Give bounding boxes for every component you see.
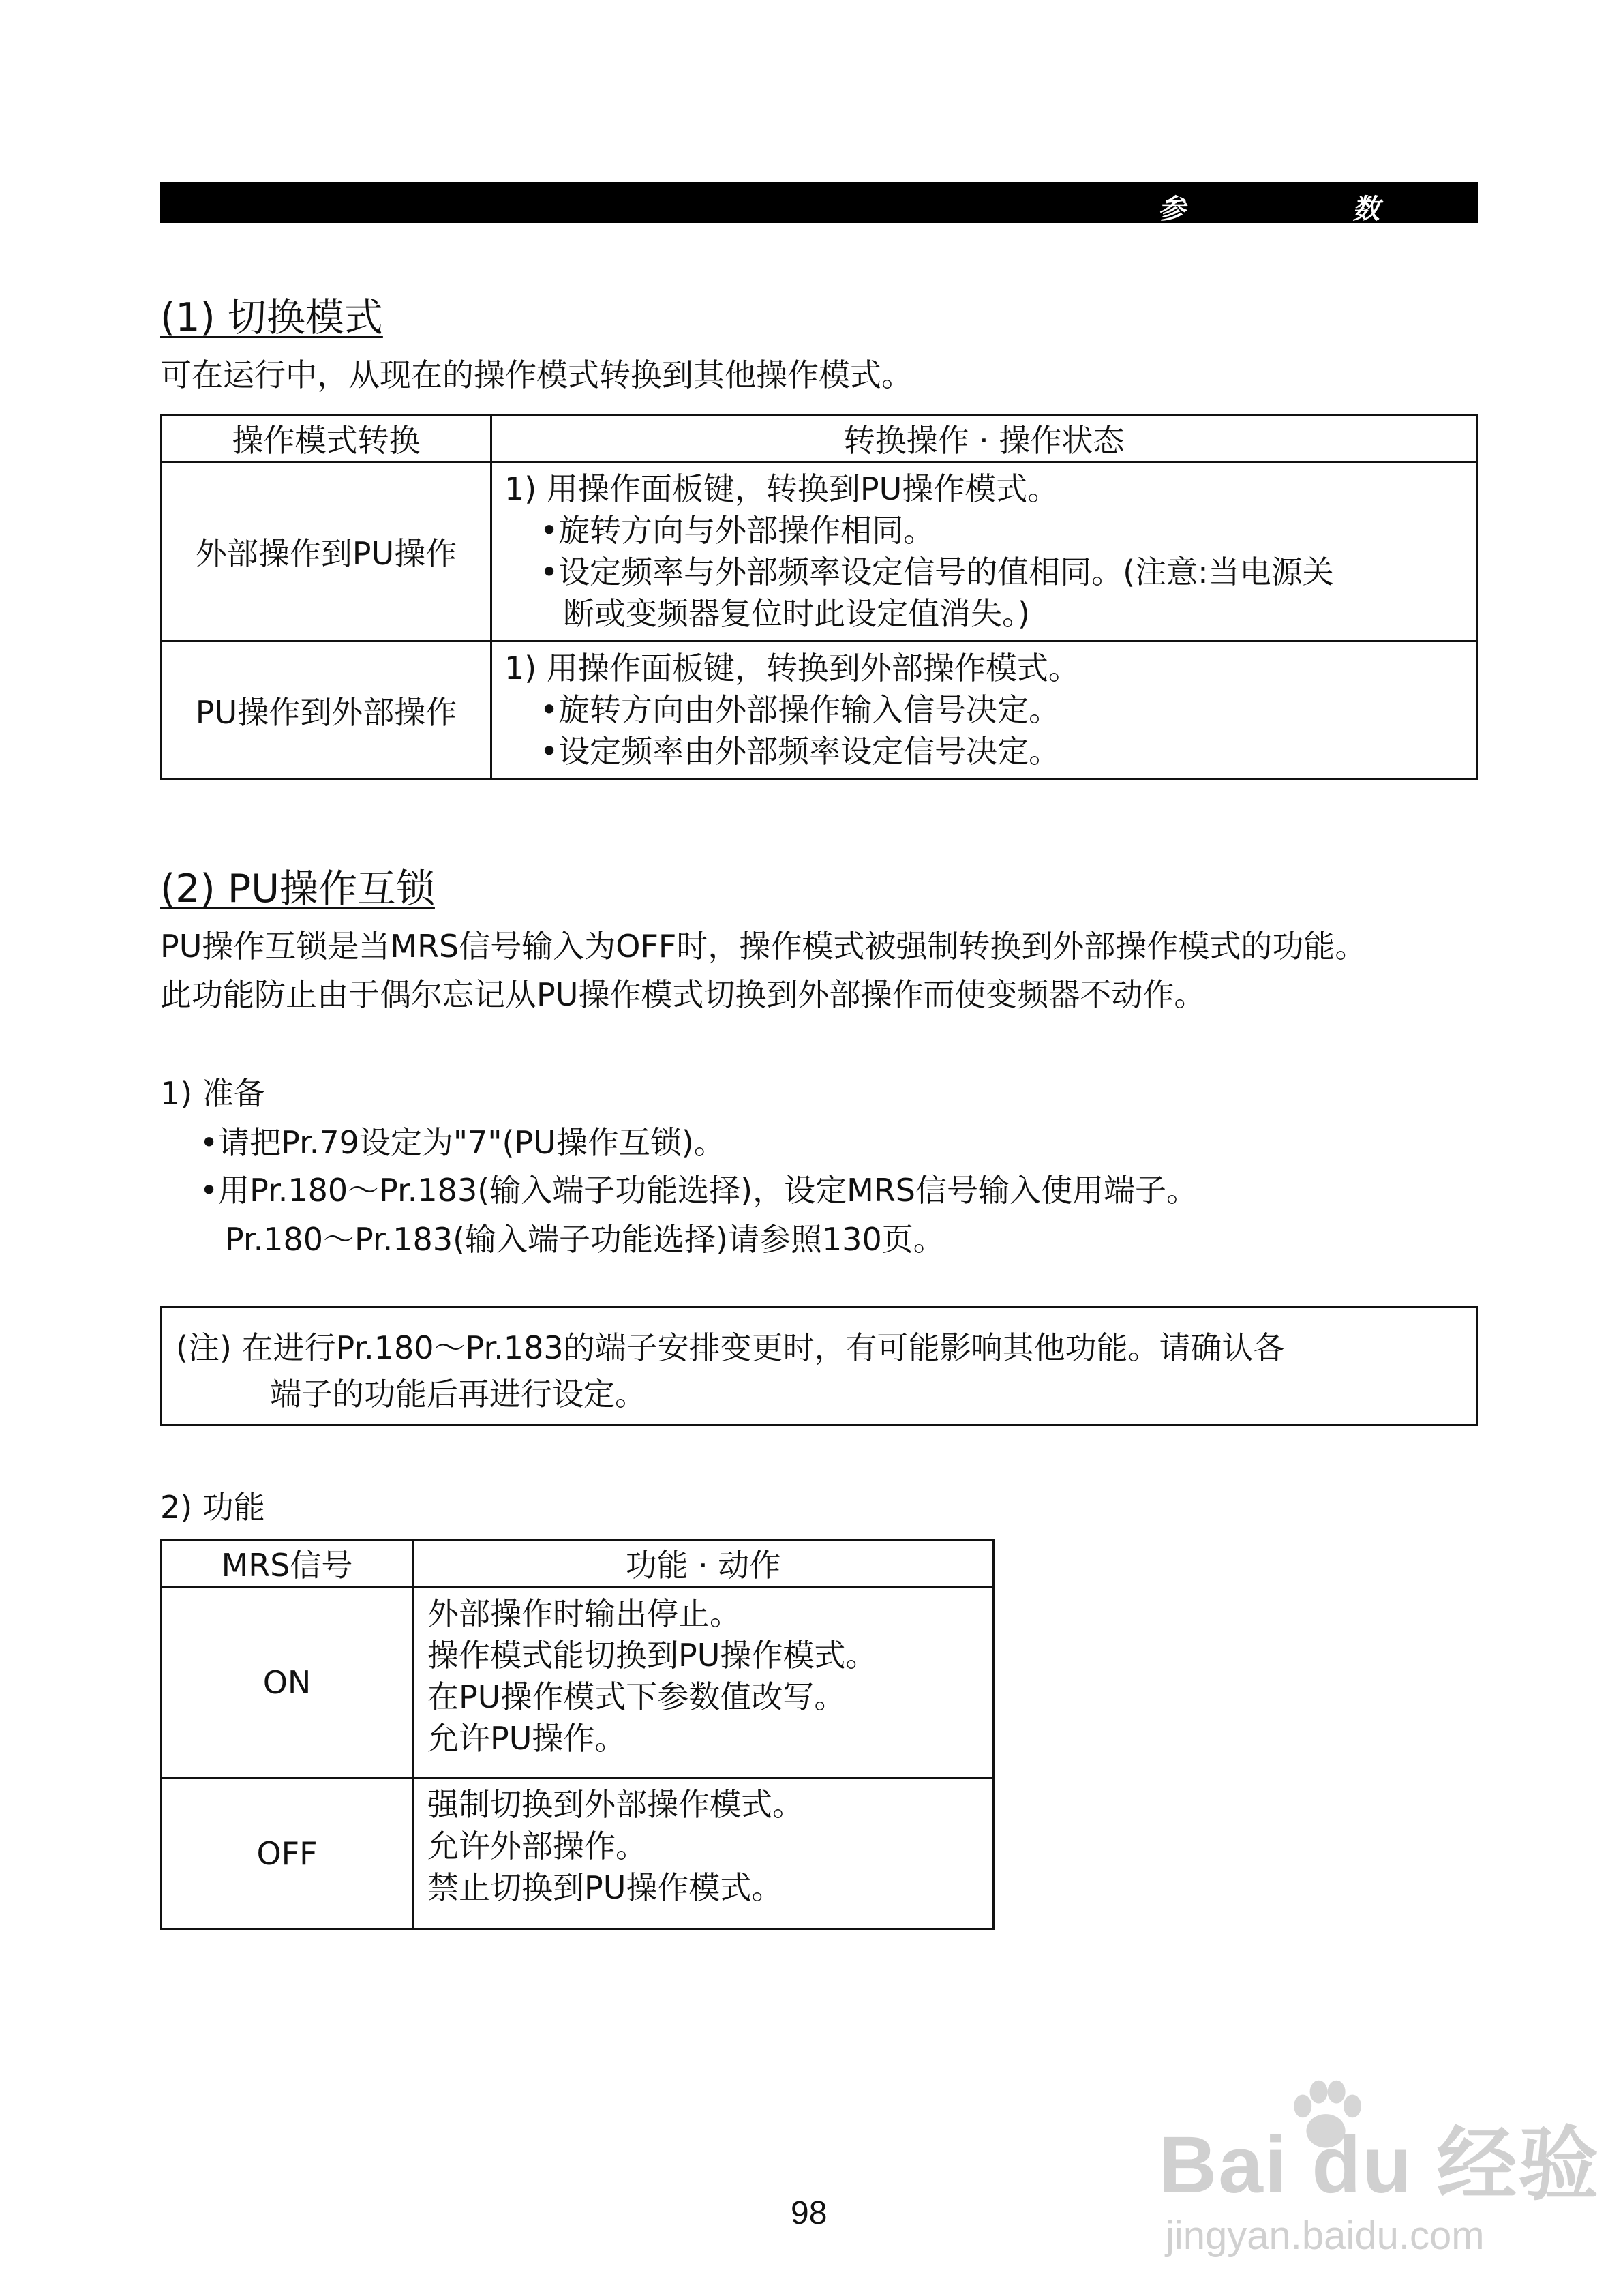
table-header: 功能 · 动作 — [413, 1540, 994, 1587]
signal-cell: ON — [162, 1587, 413, 1778]
header-char-1: 参 — [1158, 194, 1185, 225]
mode-switch-table — [160, 414, 1478, 780]
operation-line: •设定频率由外部频率设定信号决定。 — [540, 733, 1061, 770]
operation-line: •设定频率与外部频率设定信号的值相同。(注意:当电源关 — [540, 554, 1334, 590]
function-line: 外部操作时输出停止。 — [427, 1595, 741, 1632]
signal-cell: OFF — [162, 1778, 413, 1929]
operation-cell — [491, 641, 1477, 779]
table-row — [162, 462, 1477, 641]
function-line: 在PU操作模式下参数值改写。 — [427, 1678, 846, 1715]
note-line: 端子的功能后再进行设定。 — [270, 1376, 646, 1413]
section-header-bar — [160, 182, 1478, 223]
function-title: 2) 功能 — [160, 1489, 265, 1526]
function-line: 强制切换到外部操作模式。 — [427, 1786, 804, 1823]
page-number: 98 — [791, 2195, 828, 2231]
table-header: MRS信号 — [162, 1540, 413, 1587]
section2-para-line-2: 此功能防止由于偶尔忘记从PU操作模式切换到外部操作而使变频器不动作。 — [160, 976, 1206, 1013]
prep-title: 1) 准备 — [160, 1075, 265, 1112]
operation-line: •旋转方向由外部操作输入信号决定。 — [540, 691, 1061, 728]
prep-item: •请把Pr.79设定为"7"(PU操作互锁)。 — [200, 1124, 725, 1161]
function-line: 禁止切换到PU操作模式。 — [427, 1869, 783, 1906]
watermark-logo-text: Bai du 经验 — [1159, 2120, 1601, 2210]
table-row — [162, 1778, 994, 1929]
table-header: 操作模式转换 — [162, 415, 491, 462]
function-line: 允许外部操作。 — [427, 1828, 647, 1864]
function-line: 操作模式能切换到PU操作模式。 — [427, 1637, 877, 1674]
baidu-watermark — [1159, 2100, 1600, 2259]
table-header: 转换操作 · 操作状态 — [491, 415, 1477, 462]
mode-cell: PU操作到外部操作 — [162, 641, 491, 779]
watermark-url: jingyan.baidu.com — [1166, 2214, 1485, 2258]
table-row — [162, 641, 1477, 779]
section1-title: (1) 切换模式 — [160, 295, 383, 340]
section1-intro: 可在运行中，从现在的操作模式转换到其他操作模式。 — [160, 357, 913, 393]
function-cell — [413, 1587, 994, 1778]
operation-line: •旋转方向与外部操作相同。 — [540, 512, 935, 549]
note-line: (注) 在进行Pr.180～Pr.183的端子安排变更时，有可能影响其他功能。请确认各 — [176, 1329, 1285, 1366]
operation-cell — [491, 462, 1477, 641]
operation-line: 1) 用操作面板键，转换到外部操作模式。 — [504, 650, 1080, 686]
operation-line: 1) 用操作面板键，转换到PU操作模式。 — [504, 470, 1059, 507]
function-line: 允许PU操作。 — [427, 1720, 626, 1757]
table-row — [162, 1587, 994, 1778]
mrs-function-table — [160, 1539, 995, 1930]
function-cell — [413, 1778, 994, 1929]
operation-line: 断或变频器复位时此设定值消失。) — [563, 595, 1030, 632]
header-char-2: 数 — [1352, 194, 1380, 225]
section2-title: (2) PU操作互锁 — [160, 866, 435, 911]
note-box — [160, 1306, 1478, 1426]
prep-item: •用Pr.180～Pr.183(输入端子功能选择)，设定MRS信号输入使用端子。 — [200, 1172, 1198, 1209]
mode-cell: 外部操作到PU操作 — [162, 462, 491, 641]
section2-para-line-1: PU操作互锁是当MRS信号输入为OFF时，操作模式被强制转换到外部操作模式的功能。 — [160, 928, 1367, 965]
prep-item: Pr.180～Pr.183(输入端子功能选择)请参照130页。 — [225, 1221, 945, 1258]
